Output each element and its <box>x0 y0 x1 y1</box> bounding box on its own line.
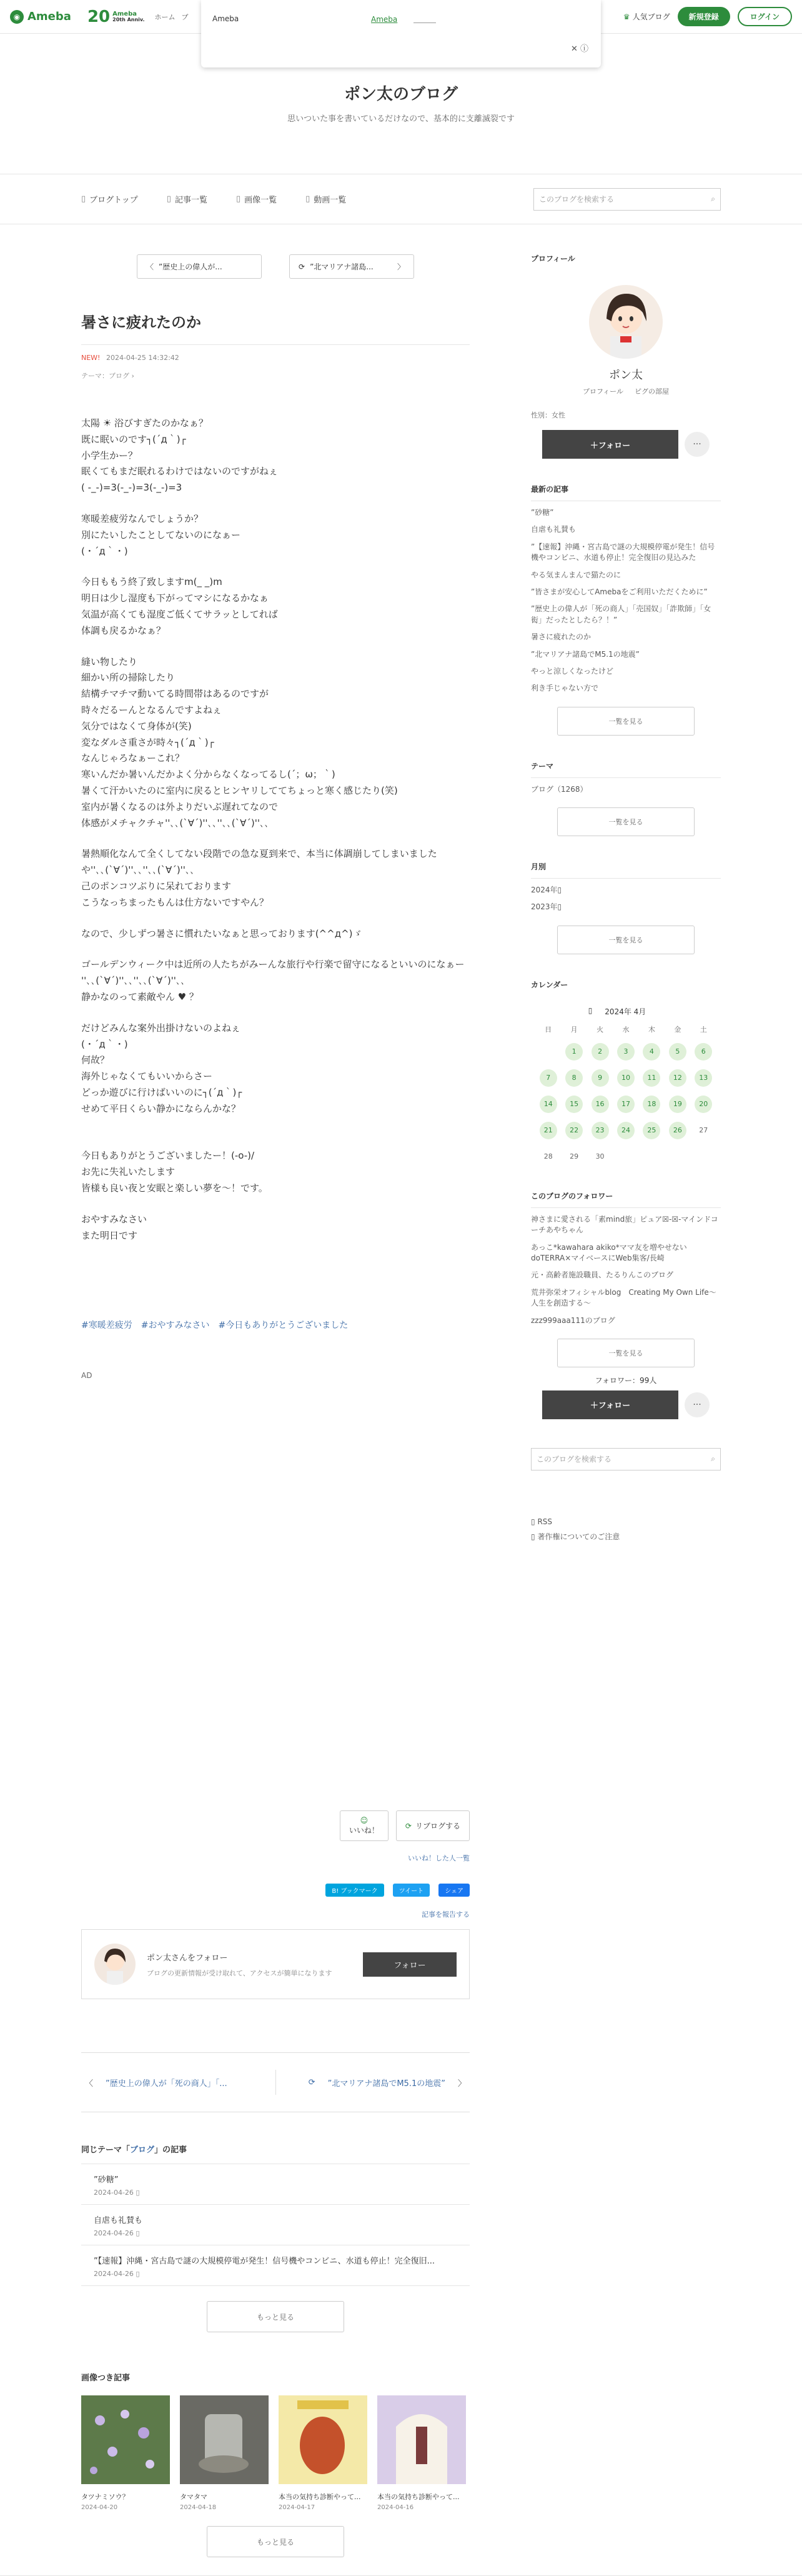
calendar-blank <box>535 1043 561 1061</box>
chevron-left-icon: 〈 <box>146 262 154 271</box>
entry-paragraph: だけどみんな案外出掛けないのよねぇ (・´д｀・) 何故？ 海外じゃなくてもいいからさー どっか遊びに行けばいいのに┐(´д｀)┌ せめて平日くらい静かにならんかな？ <box>81 1022 242 1114</box>
calendar-day[interactable]: 23 <box>592 1122 609 1139</box>
follow-button[interactable]: フォロー <box>363 1952 457 1977</box>
entry-body <box>81 416 470 1244</box>
image-articles-section <box>81 2371 470 2557</box>
more-options-icon[interactable]: ··· <box>685 432 710 457</box>
same-theme-heading: 同じテーマ「ブログ」の記事 <box>81 2145 187 2155</box>
ameba-logo[interactable]: ◉ Ameba <box>10 10 71 24</box>
prev-entry-link[interactable]: 〈 ”歴史上の偉人が「死の商人」「... <box>81 2077 275 2089</box>
calendar-day[interactable]: 18 <box>643 1096 660 1113</box>
recent-entry-link[interactable]: やる気まんまんで猫たのに <box>531 570 621 579</box>
register-button[interactable]: 新規登録 <box>678 7 730 26</box>
calendar-day[interactable]: 8 <box>565 1069 583 1087</box>
list-icon: ▯ <box>166 194 171 204</box>
chevron-right-icon: › <box>131 372 134 380</box>
calendar-day[interactable]: 22 <box>565 1122 583 1139</box>
follower-link[interactable]: 元・高齢者施設職員、たるりんこのブログ <box>531 1271 674 1280</box>
recent-entry-link[interactable]: ”砂糖” <box>531 508 554 517</box>
popular-blogs-link[interactable]: ♛ 人気ブログ <box>623 12 670 21</box>
chevron-down-icon: ▯ <box>557 902 562 912</box>
entry-paragraph: 縫い物したり 細かい所の掃除したり 結構チマチマ動いてる時間帯はあるのですが 時々だるーんとなるんですよねぇ 気分ではなくて身体が(笑) 変なダルさ重さが時々┐(´д｀)┌ なんじゃろなぁーこれ？ 寒いんだか暑いんだかよく分からなくなってるし(´；ω；｀) 暑くて汗かいたのに室内に戻るとヒンヤリしててちょっと寒く感じたり(笑) 室内が暑くなるのは外よりだいぶ遅れてなので 体感がメチャクチャ''､､(`∀´)''､､''､､(`∀´)''､､ <box>81 656 398 829</box>
profile-heading: プロフィール <box>531 254 575 263</box>
theme-heading: テーマ <box>531 761 721 778</box>
profile-name[interactable]: ポン太 <box>609 369 643 382</box>
search-icon[interactable]: ⌕ <box>711 194 715 203</box>
pigg-room-link[interactable]: ピグの部屋 <box>634 387 669 396</box>
pager-bottom <box>81 2052 470 2112</box>
document-icon: ▯ <box>531 1532 535 1541</box>
calendar-day[interactable]: 16 <box>592 1096 609 1113</box>
sidebar <box>531 224 721 1544</box>
image-article-card[interactable]: 本当の気持ち診断やって... 2024-04-17 <box>279 2395 367 2511</box>
image-article-card[interactable]: タツナミソウ？ 2024-04-20 <box>81 2395 170 2511</box>
weekday-label: 土 <box>700 1025 707 1034</box>
follow-card <box>81 1929 470 1999</box>
calendar-day[interactable]: 24 <box>617 1122 635 1139</box>
calendar-day[interactable]: 11 <box>643 1069 660 1087</box>
new-badge: NEW! <box>81 354 101 362</box>
recent-entry-link[interactable]: ”皆さまが安心してAmebaをご利用いただくために” <box>531 587 708 596</box>
article-thumbnail <box>279 2395 367 2484</box>
theme-link[interactable]: ブログ（1268） <box>531 784 588 794</box>
calendar-section <box>531 979 721 1166</box>
calendar-day: 28 <box>543 1152 553 1161</box>
recent-heading: 最新の記事 <box>531 484 721 501</box>
breadcrumb-home[interactable]: ホーム <box>154 12 176 21</box>
list-more-button[interactable]: 一覧を見る <box>557 707 695 736</box>
calendar-day[interactable]: 3 <box>617 1043 635 1061</box>
main-column <box>81 224 470 2547</box>
next-entry-link[interactable]: ⟳ ”北マリアナ諸島でM5.1の地震” 〉 <box>308 2077 466 2089</box>
blog-description: 思いついた事を書いているだけなので、基本的に支離滅裂です <box>287 114 515 124</box>
chevron-right-icon: 〉 <box>397 262 405 271</box>
follow-button[interactable]: ＋フォロー <box>542 430 678 459</box>
same-theme-section <box>81 2143 470 2332</box>
calendar-day[interactable]: 19 <box>669 1096 686 1113</box>
recent-entry-link[interactable]: 利き手じゃない方で <box>531 684 599 693</box>
hashtag-link[interactable]: #おやすみなさい <box>141 1320 210 1331</box>
entry-paragraph: おやすみなさい また明日です <box>81 1213 147 1241</box>
reaction-row <box>81 1810 470 1841</box>
monthly-heading: 月別 <box>531 861 721 879</box>
calendar-day[interactable]: 14 <box>540 1096 557 1113</box>
list-item[interactable]: ”【速報】沖縄・宮古島で謎の大規模停電が発生！信号機やコンビニ、水道も停止！完全復旧... 2024-04-26 ▯ <box>81 2245 470 2286</box>
month-link[interactable]: 2023年▯ <box>531 902 562 912</box>
comment-icon: ▯ <box>136 2189 140 2197</box>
ad-label: AD <box>81 1371 92 1380</box>
recent-entry-link[interactable]: 自虐も礼賛も <box>531 525 577 534</box>
follower-link[interactable]: 神さまに愛される「素mind旅」ピュア☒-☒-マインドコーチあやちゃん <box>531 1214 718 1235</box>
hashtag-link[interactable]: #寒暖差疲労 <box>81 1320 132 1331</box>
calendar-day[interactable]: 15 <box>565 1096 583 1113</box>
calendar-day: 30 <box>595 1152 605 1161</box>
prev-entry-button[interactable]: 〈 ”歴史上の偉人が... <box>137 254 262 279</box>
hashtag-link[interactable]: #今日もありがとうございました <box>218 1320 349 1331</box>
profile-link[interactable]: プロフィール <box>583 387 623 396</box>
calendar-day[interactable]: 17 <box>617 1096 635 1113</box>
ameba-logo-icon: ◉ <box>10 10 24 24</box>
blog-title[interactable]: ポン太のブログ <box>344 85 458 104</box>
hashtags <box>81 1319 470 1331</box>
profile-section <box>531 253 721 459</box>
sidebar-search-input[interactable]: このブログを検索する ⌕ <box>531 1448 721 1470</box>
calendar-day: 27 <box>699 1126 708 1134</box>
entry-paragraph: なので、少しずつ暑さに慣れたいなぁと思っております(^^д^)ゞ <box>81 927 362 939</box>
entry-paragraph: 今日もありがとうございましたー！(-o-)/ お先に失礼いたします 皆様も良い夜と安眠と楽しい夢を〜！です。 <box>81 1150 268 1194</box>
weekday-label: 金 <box>674 1025 681 1034</box>
entry-theme[interactable]: テーマ：ブログ › <box>81 372 134 380</box>
image-article-card[interactable]: タマタマ 2024-04-18 <box>180 2395 269 2511</box>
follower-link[interactable]: あっこ*kawahara akiko*ママ友を増やせないdoTERRA×マイベースにWeb集客/長崎 <box>531 1242 687 1263</box>
home-icon: ▯ <box>81 194 86 204</box>
login-button[interactable]: ログイン <box>738 7 792 26</box>
list-item[interactable]: ”砂糖” 2024-04-26 ▯ <box>81 2164 470 2205</box>
recent-entry-link[interactable]: ”【速報】沖縄・宮古島で謎の大規模停電が発生！信号機やコンビニ、水道も停止！完全復旧の見込みた <box>531 542 715 562</box>
followers-count: フォロワー：99人 <box>595 1375 657 1385</box>
refresh-icon: ⟳ <box>299 262 305 271</box>
breadcrumb <box>155 12 189 22</box>
article-thumbnail <box>81 2395 170 2484</box>
follower-link[interactable]: zzz999aaa111のブログ <box>531 1315 615 1325</box>
recent-entries-section <box>531 484 721 736</box>
recent-entry-link[interactable]: ”歴史上の偉人が「死の商人」「売国奴」「詐欺師」「女衒」だったとしたら？！” <box>531 604 711 624</box>
calendar-day[interactable]: 4 <box>643 1043 660 1061</box>
profile-attribute: 性別：女性 <box>531 411 565 419</box>
refresh-icon: ⟳ <box>308 2077 315 2087</box>
entry-title[interactable]: 暑さに疲れたのか <box>81 310 470 345</box>
ad-close-icon[interactable]: ✕ ⓘ <box>570 44 588 54</box>
copyright-link[interactable]: ▯ 著作権についてのご注意 <box>531 1532 620 1541</box>
rss-icon: ▯ <box>531 1517 535 1526</box>
month-link[interactable]: 2024年▯ <box>531 886 562 895</box>
calendar-day[interactable]: 6 <box>695 1043 712 1061</box>
list-more-button[interactable]: 一覧を見る <box>557 807 695 836</box>
hatena-bookmark-button[interactable]: B! ブックマーク <box>325 1884 384 1897</box>
calendar-day[interactable]: 26 <box>669 1122 686 1139</box>
more-button[interactable]: もっと見る <box>207 2526 344 2557</box>
anniversary-logo[interactable]: 20 Ameba 20th Anniv. <box>87 7 145 26</box>
nav-video-list[interactable]: ▯ 動画一覧 <box>305 194 347 205</box>
entry-paragraph: 暑熱順化なんて全くしてない段階での急な夏到来で、本当に体調崩してしまいました や''､､(`∀´)''､､''､､(`∀´)''､､ 己のポンコツぶりに呆れております こうなっちまったもんは仕方ないですやん？ <box>81 848 437 908</box>
comment-icon: ▯ <box>136 2270 140 2278</box>
image-icon: ▯ <box>235 194 241 204</box>
monthly-section <box>531 861 721 954</box>
calendar-title: 2024年 4月 <box>605 1007 646 1016</box>
calendar-day[interactable]: 25 <box>643 1122 660 1139</box>
nav-entry-list[interactable]: ▯ 記事一覧 <box>166 194 207 205</box>
calendar-day: 29 <box>570 1152 579 1161</box>
follower-link[interactable]: 荒井弥栄オフィシャルblog Creating My Own Life～人生を創造する～ <box>531 1287 716 1308</box>
calendar-heading: カレンダー <box>531 980 568 989</box>
liked-users-link[interactable]: いいね！した人一覧 <box>408 1854 470 1862</box>
share-row <box>325 1884 470 1897</box>
next-entry-button[interactable]: ⟳ ”北マリアナ諸島... 〉 <box>289 254 414 279</box>
more-options-icon[interactable]: ··· <box>685 1392 710 1417</box>
like-button[interactable]: ☺ いいね！ <box>340 1810 389 1841</box>
nav-image-list[interactable]: ▯ 画像一覧 <box>235 194 277 205</box>
chevron-down-icon: ▯ <box>557 886 562 895</box>
recent-entry-link[interactable]: やっと涼しくなったけど <box>531 666 614 676</box>
avatar <box>94 1944 136 1985</box>
image-article-card[interactable]: 本当の気持ち診断やって... 2024-04-16 <box>377 2395 466 2511</box>
weekday-label: 月 <box>570 1025 578 1034</box>
smile-icon: ☺ <box>360 1816 369 1825</box>
pager-top <box>81 254 470 279</box>
report-link[interactable]: 記事を報告する <box>422 1910 470 1919</box>
chevron-right-icon: 〉 <box>457 2079 466 2089</box>
calendar-day[interactable]: 5 <box>669 1043 686 1061</box>
list-more-button[interactable]: 一覧を見る <box>557 1339 695 1367</box>
follow-card-name: ポン太さんをフォロー <box>147 1953 228 1963</box>
ad-link[interactable]: Ameba <box>371 15 398 24</box>
follow-card-desc: ブログの更新情報が受け取れて、アクセスが簡単になります <box>147 1969 332 1977</box>
calendar-day[interactable]: 21 <box>540 1122 557 1139</box>
comment-icon: ▯ <box>136 2229 140 2237</box>
weekday-label: 木 <box>648 1025 655 1034</box>
follow-button[interactable]: ＋フォロー <box>542 1390 678 1419</box>
global-header <box>0 0 802 54</box>
calendar-grid <box>535 1024 716 1166</box>
weekday-label: 水 <box>622 1025 630 1034</box>
entry-paragraph: 今日ももう終了致しますm(_ _)m 明日は少し湿度も下がってマシになるかなぁ 気温が高くても湿度ご低くてサラッとしてれば 体調も戻るかなぁ？ <box>81 576 278 636</box>
avatar[interactable] <box>589 285 663 359</box>
entry-paragraph: ゴールデンウィーク中は近所の人たちがみーんな旅行や行楽で留守になるといいのになぁー ''､､(`∀´)''､､''､､(`∀´)''､､ 静かなのって素敵やん ♥ ？ <box>81 959 465 1002</box>
ad-popup <box>201 0 601 67</box>
calendar-day[interactable]: 13 <box>695 1069 712 1087</box>
reblog-button[interactable]: ⟳ リブログする <box>396 1810 470 1841</box>
reblog-icon: ⟳ <box>405 1821 412 1830</box>
calendar-day[interactable]: 10 <box>617 1069 635 1087</box>
followers-heading: このブログのフォロワー <box>531 1191 721 1208</box>
more-button[interactable]: もっと見る <box>207 2301 344 2332</box>
search-icon[interactable]: ⌕ <box>711 1454 715 1464</box>
article-thumbnail <box>180 2395 269 2484</box>
calendar-day[interactable]: 7 <box>540 1069 557 1087</box>
chevron-left-icon: 〈 <box>85 2079 94 2089</box>
crown-icon: ♛ <box>623 12 630 21</box>
blog-nav <box>0 174 802 224</box>
theme-section <box>531 761 721 836</box>
weekday-label: 火 <box>597 1025 604 1034</box>
recent-entry-link[interactable]: ”北マリアナ諸島でM5.1の地震” <box>531 649 640 659</box>
blog-search-input[interactable]: このブログを検索する ⌕ <box>533 188 721 211</box>
calendar-day[interactable]: 9 <box>592 1069 609 1087</box>
rss-link[interactable]: ▯ RSS <box>531 1517 553 1526</box>
entry-paragraph: 太陽 ☀ 浴びすぎたのかなぁ？ 既に眠いのです┐(´д｀)┌ 小学生かー？ 眠くてもまだ眠れるわけではないのですがねぇ ( -_-)=3(-_-)=3(-_-)=3 <box>81 417 279 494</box>
recent-entry-link[interactable]: 暑さに疲れたのか <box>531 632 592 642</box>
breadcrumb-blog[interactable]: ブ <box>181 12 189 21</box>
ad-brand: Ameba <box>212 14 239 23</box>
list-item[interactable]: 自虐も礼賛も 2024-04-26 ▯ <box>81 2205 470 2245</box>
facebook-share-button[interactable]: シェア <box>438 1884 470 1897</box>
ad-divider <box>413 22 436 23</box>
chevron-left-icon[interactable]: ▯ <box>588 1006 593 1015</box>
image-articles-heading: 画像つき記事 <box>81 2374 131 2383</box>
entry-paragraph: 寒暖差疲労なんでしょうか？ 別にたいしたことしてないのになぁー (・´д｀・) <box>81 512 241 557</box>
calendar-day[interactable]: 20 <box>695 1096 712 1113</box>
tweet-button[interactable]: ツイート <box>393 1884 430 1897</box>
weekday-label: 日 <box>545 1025 552 1034</box>
video-icon: ▯ <box>305 194 310 204</box>
list-more-button[interactable]: 一覧を見る <box>557 926 695 954</box>
calendar-day[interactable]: 12 <box>669 1069 686 1087</box>
sidebar-links <box>531 1514 721 1544</box>
calendar-day[interactable]: 2 <box>592 1043 609 1061</box>
entry-datetime: 2024-04-25 14:32:42 <box>106 354 179 362</box>
calendar-day[interactable]: 1 <box>565 1043 583 1061</box>
entry-meta <box>81 354 470 362</box>
article-thumbnail <box>377 2395 466 2484</box>
followers-section <box>531 1191 721 1419</box>
nav-blog-top[interactable]: ▯ ブログトップ <box>81 194 138 205</box>
